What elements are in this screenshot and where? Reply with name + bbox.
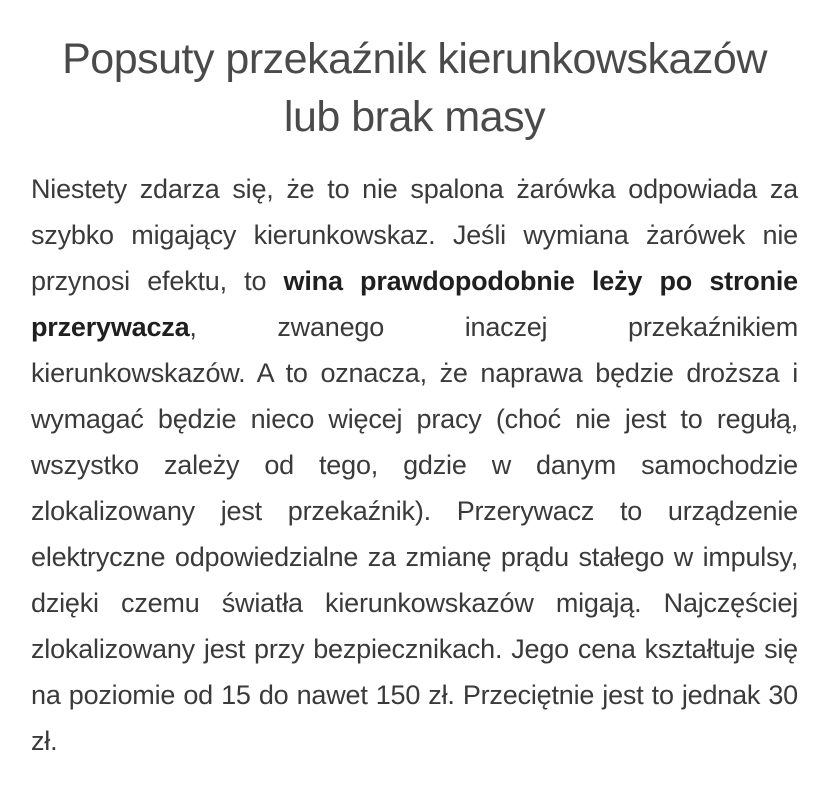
title-line-2: lub brak masy	[283, 93, 546, 141]
paragraph-text-end: , zwanego inaczej przekaźnikiem kierunkowskazów. A to oznacza, że naprawa będzie droższa i wymagać będzie nieco więcej pracy (choć nie jest to regułą, wszystko zależy od tego, gdzie w danym samochodzie zlokalizowany jest przekaźnik). Przerywacz to urządzenie elektryczne odpowiedzialne za zmianę prądu stałego w impulsy, dzięki czemu światła kierunkowskazów migają. Najczęściej zlokalizowany jest przy bezpiecznikach. Jego cena kształtuje się na poziomie od 15 do nawet 150 zł. Przeciętnie jest to jednak 30 zł.	[31, 312, 798, 756]
article-title	[31, 30, 798, 146]
paragraph-bold-text: wina prawdopodobnie leży po stronie przerywacza	[31, 266, 798, 342]
article-paragraph	[31, 166, 798, 764]
paragraph-text-start: Niestety zdarza się, że to nie spalona żarówka odpowiada za szybko migający kierunkowskaz. Jeśli wymiana żarówek nie przynosi efektu, to	[31, 174, 798, 296]
title-line-1: Popsuty przekaźnik kierunkowskazów	[62, 35, 767, 83]
article	[31, 30, 798, 764]
